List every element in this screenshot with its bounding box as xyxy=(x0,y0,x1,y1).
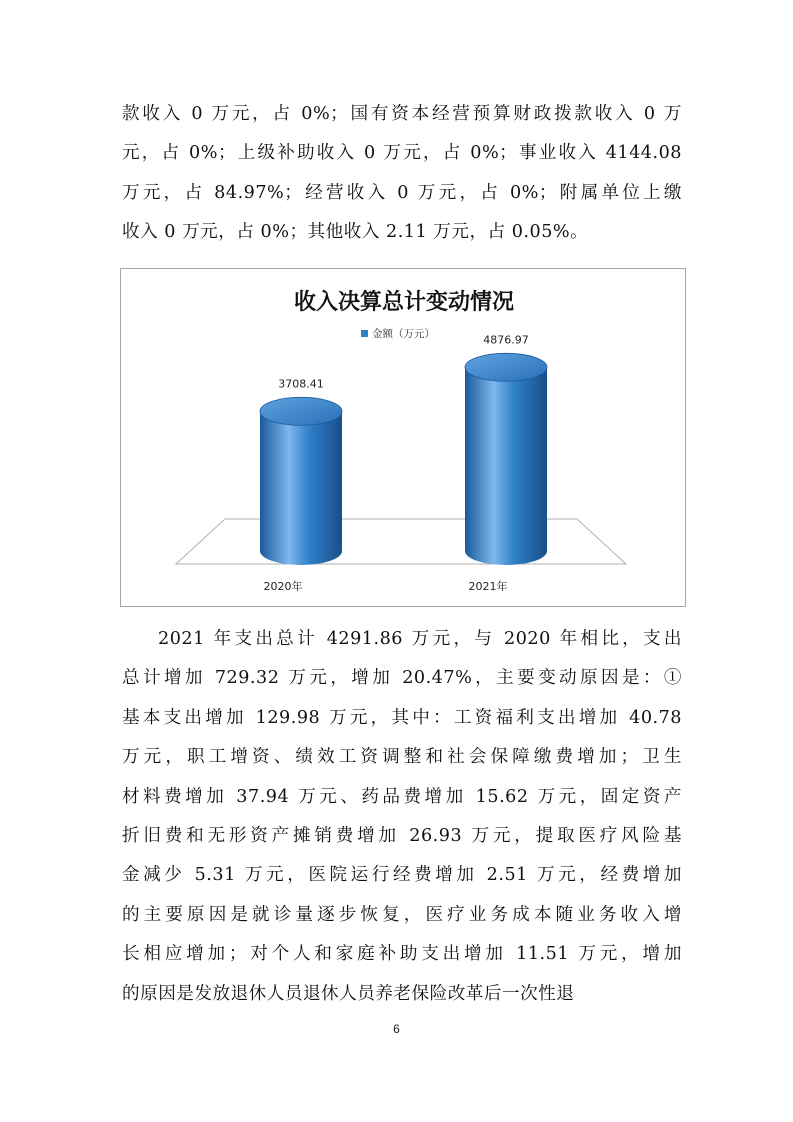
bar-top xyxy=(465,353,547,381)
data-label: 3708.41 xyxy=(278,377,324,391)
legend-label: 金额（万元） xyxy=(372,328,435,340)
income-change-chart xyxy=(120,268,686,607)
paragraph-line: 基本支出增加 129.98 万元，其中：工资福利支出增加 40.78 xyxy=(122,707,682,728)
paragraph-line: 的主要原因是就诊量逐步恢复，医疗业务成本随业务收入增 xyxy=(122,904,682,925)
data-label: 4876.97 xyxy=(483,333,529,347)
paragraph-line: 万元，职工增资、绩效工资调整和社会保障缴费增加；卫生 xyxy=(122,747,682,768)
paragraph-line: 材料费增加 37.94 万元、药品费增加 15.62 万元，固定资产 xyxy=(122,786,682,807)
paragraph-line: 元，占 0%；上级补助收入 0 万元，占 0%；事业收入 4144.08 xyxy=(122,143,682,164)
paragraph-expenditure-change xyxy=(122,620,682,1014)
paragraph-line: 收入 0 万元，占 0%；其他收入 2.11 万元，占 0.05%。 xyxy=(122,222,589,243)
page-number: 6 xyxy=(393,1022,400,1036)
bar-2 xyxy=(465,353,547,565)
bar-top xyxy=(260,397,342,425)
chart-floor xyxy=(176,519,626,564)
chart-title: 收入决算总计变动情况 xyxy=(293,290,515,315)
bar-1 xyxy=(260,397,342,565)
paragraph-line: 总计增加 729.32 万元，增加 20.47%，主要变动原因是：① xyxy=(122,668,682,689)
paragraph-line: 2021 年支出总计 4291.86 万元，与 2020 年相比，支出 xyxy=(158,629,682,649)
bar-body xyxy=(260,411,342,565)
legend-swatch xyxy=(361,330,368,337)
category-label: 2020年 xyxy=(263,580,303,593)
paragraph-line: 万元，占 84.97%；经营收入 0 万元，占 0%；附属单位上缴 xyxy=(122,182,682,203)
paragraph-line: 款收入 0 万元，占 0%；国有资本经营预算财政拨款收入 0 万 xyxy=(122,104,682,124)
category-label: 2021年 xyxy=(468,580,508,593)
paragraph-line: 金减少 5.31 万元，医院运行经费增加 2.51 万元，经费增加 xyxy=(122,865,682,886)
chart-canvas xyxy=(121,269,687,608)
paragraph-income-breakdown xyxy=(122,95,682,253)
paragraph-line: 折旧费和无形资产摊销费增加 26.93 万元，提取医疗风险基 xyxy=(122,826,682,847)
paragraph-line: 的原因是发放退休人员退休人员养老保险改革后一次性退 xyxy=(122,983,575,1004)
bar-body xyxy=(465,367,547,565)
paragraph-line: 长相应增加；对个人和家庭补助支出增加 11.51 万元，增加 xyxy=(122,944,682,965)
